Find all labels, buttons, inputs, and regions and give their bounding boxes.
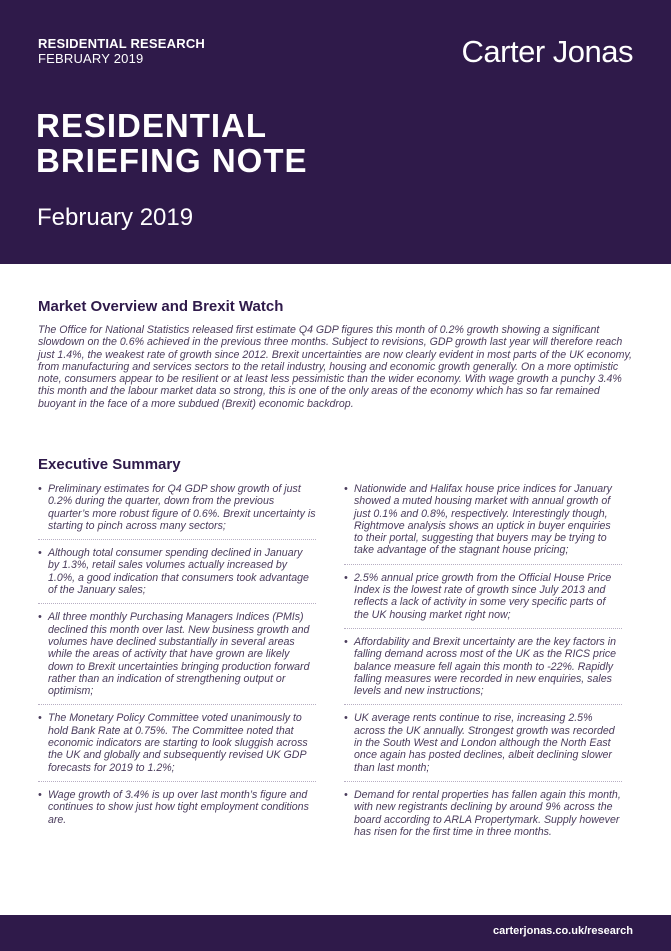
list-item: • UK average rents continue to rise, increasing 2.5% across the UK annually. Strongest growth was recorded in the South West and London although the North East once again has posted declines, albeit declining slower than last month; <box>344 712 622 781</box>
header-banner <box>0 0 671 264</box>
footer-link[interactable]: carterjonas.co.uk/research <box>492 925 633 937</box>
list-item: • Preliminary estimates for Q4 GDP show growth of just 0.2% during the quarter, down from the previous quarter’s more robust figure of 0.6%. Brexit uncertainty is starting to pinch across many sectors; <box>38 483 316 540</box>
list-item: • All three monthly Purchasing Managers Indices (PMIs) declined this month over last. New business growth and volumes have declined substantially in several areas while the areas of activity that have grown are likely down to Brexit uncertainties bringing production forward rather than an indication of strengthening output or optimism; <box>38 611 316 705</box>
list-item: • Demand for rental properties has fallen again this month, with new registrants declining by around 9% across the board according to ARLA Propertymark. Supply however has risen for the first time in three months. <box>344 788 621 838</box>
bullet-icon: • <box>344 788 348 801</box>
overview-heading: Market Overview and Brexit Watch <box>38 298 284 315</box>
summary-right-column <box>344 483 622 852</box>
footer-bar <box>0 915 671 951</box>
title-line-2: BRIEFING NOTE <box>36 142 308 179</box>
list-item: • 2.5% annual price growth from the Official House Price Index is the lowest rate of growth since July 2013 and reflects a lack of activity in some very specific parts of the UK housing market right now; <box>344 572 622 629</box>
bullet-icon: • <box>344 635 348 648</box>
bullet-icon: • <box>344 712 348 725</box>
list-item: • Wage growth of 3.4% is up over last month’s figure and continues to show just how tight employment conditions are. <box>38 788 309 826</box>
bullet-icon: • <box>38 483 42 495</box>
bullet-icon: • <box>38 611 42 624</box>
list-item: • Nationwide and Halifax house price indices for January showed a muted housing market with annual growth of just 0.1% and 0.8%, respectively. Interestingly though, Rightmove analysis shows an uptick in buyer enquiries to their portal, suggesting that buyers may be trying to take advantage of the stagnant house pricing; <box>344 483 622 565</box>
bullet-icon: • <box>344 571 348 584</box>
bullet-icon: • <box>38 547 42 560</box>
overview-paragraph: The Office for National Statistics released first estimate Q4 GDP figures this month of 0.2% growth showing a significant slowdown on the 0.6% achieved in the previous three months. Subject to revisions, GDP growth last year will therefore reach just 1.4%, the weakest rate of growth since 2012. Brexit uncertainties are now clearly evident in most parts of the UK economy, from manufacturing and services sectors to the retail industry, housing and economic growth generally. On a more optimistic note, consumers appear to be resilient or at least less pessimistic than the wider economy. With wage growth a punchy 3.4% this month and the labour market data so strong, this is one of the only areas of the economy which has so far remained buoyant in the face of a more subdued (Brexit) economic backdrop. <box>38 324 632 410</box>
bullet-icon: • <box>38 788 42 801</box>
report-date: FEBRUARY 2019 <box>38 51 144 66</box>
list-item: • The Monetary Policy Committee voted unanimously to hold Bank Rate at 0.75%. The Committee noted that economic indicators are starting to look sluggish across the UK and globally and subsequently revised UK GDP forecasts for 2019 to 1.2%; <box>38 712 316 781</box>
bullet-icon: • <box>344 483 348 495</box>
report-category: RESIDENTIAL RESEARCH <box>38 36 206 51</box>
list-item: • Although total consumer spending declined in January by 1.3%, retail sales volumes actually increased by 1.0%, a good indication that consumers took advantage of the January sales; <box>38 547 316 604</box>
brand-logo: Carter Jonas <box>461 34 633 69</box>
summary-left-column <box>38 483 316 840</box>
title-line-1: RESIDENTIAL <box>36 107 268 144</box>
page-subtitle: February 2019 <box>37 204 194 231</box>
page-title <box>36 108 308 178</box>
summary-heading: Executive Summary <box>38 456 181 473</box>
list-item: • Affordability and Brexit uncertainty are the key factors in falling demand across most of the UK as the RICS price balance measure fell again this month to -22%. Rapidly falling measures were recorded in new enquiries, sales levels and new instructions; <box>344 636 622 705</box>
bullet-icon: • <box>38 712 42 725</box>
